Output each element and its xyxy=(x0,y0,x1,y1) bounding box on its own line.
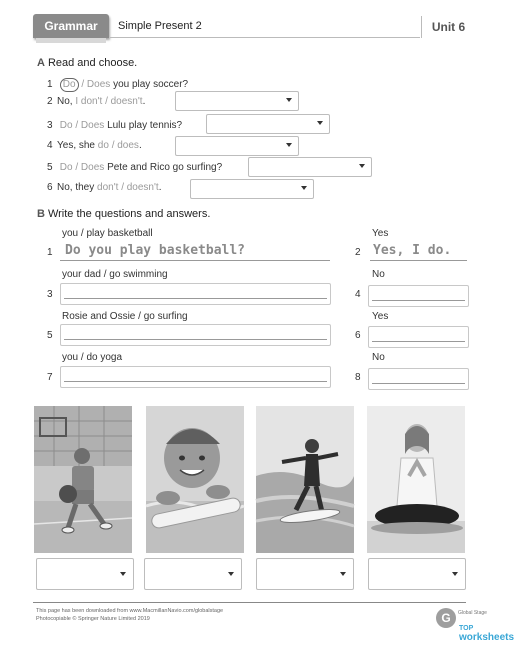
chevron-down-icon xyxy=(120,572,126,576)
chevron-down-icon xyxy=(359,164,365,168)
basketball-player-photo xyxy=(34,406,132,553)
logo-name-text: worksheets xyxy=(459,632,514,643)
a-item-2: 2 No, I don't / doesn't. xyxy=(47,96,146,107)
question-input-5[interactable] xyxy=(60,324,331,346)
question-line-1 xyxy=(60,260,330,261)
chevron-down-icon xyxy=(340,572,346,576)
b-anum-2: 2 xyxy=(355,247,361,258)
b-answer-prompt-2: No xyxy=(372,269,385,280)
worksheet-title: Simple Present 2 xyxy=(118,20,202,32)
chevron-down-icon xyxy=(228,572,234,576)
swimming-boy-photo xyxy=(146,406,244,553)
answer-dropdown-6[interactable] xyxy=(190,179,314,199)
answer-dropdown-2[interactable] xyxy=(175,91,299,111)
chevron-down-icon xyxy=(452,572,458,576)
tab-shadow xyxy=(36,38,106,43)
section-b-heading xyxy=(37,208,210,220)
photo-dropdown-1[interactable] xyxy=(36,558,134,590)
answer-input-8[interactable] xyxy=(368,368,469,390)
answer-line-2 xyxy=(370,260,467,261)
answer-dropdown-5[interactable] xyxy=(248,157,372,177)
logo-top-text: TOP xyxy=(459,625,474,632)
photo-dropdown-2[interactable] xyxy=(144,558,242,590)
a-item-4: 4 Yes, she do / does. xyxy=(47,140,142,151)
unit-label: Unit 6 xyxy=(421,16,475,38)
top-worksheets-logo xyxy=(436,608,514,644)
b-prompt-3: Rosie and Ossie / go surfing xyxy=(62,311,188,322)
grammar-tab: Grammar xyxy=(33,14,109,38)
a-item-3: 3 Do / Does Lulu play tennis? xyxy=(47,120,183,131)
b-anum-4: 4 xyxy=(355,289,361,300)
answer-dropdown-3[interactable] xyxy=(206,114,330,134)
footer-source: This page has been downloaded from www.MacmillanNavio.com/globalstage xyxy=(36,608,224,614)
example-answer: Yes, I do. xyxy=(373,243,452,258)
b-answer-prompt-3: Yes xyxy=(372,311,389,322)
section-a-title: Read and choose. xyxy=(47,57,138,69)
b-prompt-1: you / play basketball xyxy=(62,228,153,239)
section-a-letter: A xyxy=(37,57,45,69)
b-answer-prompt-4: No xyxy=(372,352,385,363)
yoga-girl-photo xyxy=(367,406,465,553)
b-qnum-3: 3 xyxy=(47,289,53,300)
photo-dropdown-4[interactable] xyxy=(368,558,466,590)
answer-input-4[interactable] xyxy=(368,285,469,307)
photo-dropdown-3[interactable] xyxy=(256,558,354,590)
chevron-down-icon xyxy=(286,143,292,147)
example-question: Do you play basketball? xyxy=(65,243,246,258)
b-anum-6: 6 xyxy=(355,330,361,341)
worksheet-header xyxy=(0,12,500,42)
b-answer-prompt-1: Yes xyxy=(372,228,389,239)
section-b-letter: B xyxy=(37,208,45,220)
b-qnum-1: 1 xyxy=(47,247,53,258)
b-qnum-5: 5 xyxy=(47,330,53,341)
a-item-6: 6 No, they don't / doesn't. xyxy=(47,182,162,193)
b-anum-8: 8 xyxy=(355,372,361,383)
b-prompt-4: you / do yoga xyxy=(62,352,123,363)
b-prompt-2: your dad / go swimming xyxy=(62,269,168,280)
footer-copyright: Photocopiable © Springer Nature Limited 2019 xyxy=(36,616,150,622)
section-a-heading xyxy=(37,57,137,69)
a-item-1: 1 Do / Does you play soccer? xyxy=(47,79,189,90)
a-item-5: 5 Do / Does Pete and Rico go surfing? xyxy=(47,162,223,173)
answer-input-6[interactable] xyxy=(368,326,469,348)
b-qnum-7: 7 xyxy=(47,372,53,383)
surfing-boy-photo xyxy=(256,406,354,553)
question-input-7[interactable] xyxy=(60,366,331,388)
question-input-3[interactable] xyxy=(60,283,331,305)
footer-divider xyxy=(33,602,466,603)
chevron-down-icon xyxy=(317,121,323,125)
chevron-down-icon xyxy=(286,98,292,102)
global-stage-icon: G xyxy=(436,608,456,628)
circled-answer[interactable]: Do xyxy=(60,78,79,92)
section-b-title: Write the questions and answers. xyxy=(47,208,211,220)
chevron-down-icon xyxy=(301,186,307,190)
answer-dropdown-4[interactable] xyxy=(175,136,299,156)
header-divider xyxy=(110,37,420,38)
logo-small-text: Global Stage xyxy=(458,610,487,616)
